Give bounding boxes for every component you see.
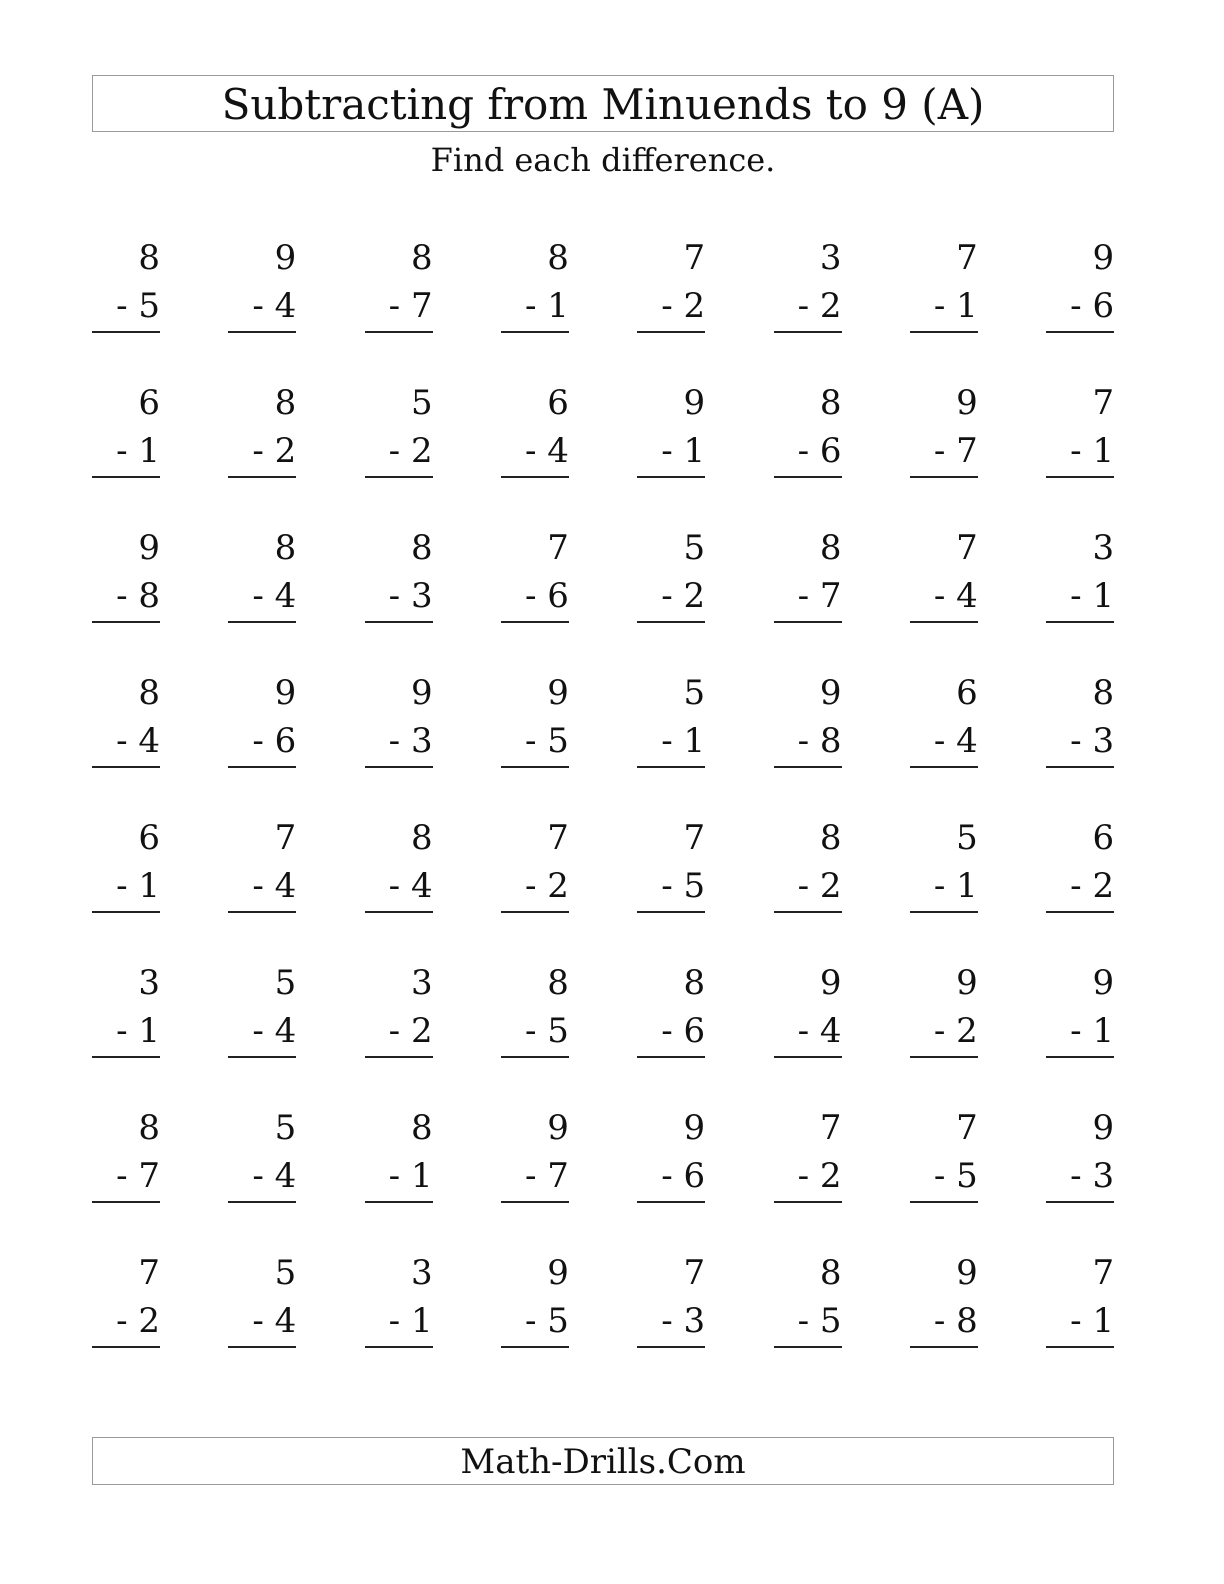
answer-line [910,1346,978,1348]
answer-line [910,1056,978,1058]
minuend: 9 [956,963,978,1003]
answer-line [365,331,433,333]
subtrahend: - 4 [933,721,978,761]
problem [910,1108,978,1218]
problem [228,1253,296,1363]
subtrahend: - 3 [1070,721,1115,761]
subtrahend: - 4 [933,576,978,616]
answer-line [501,766,569,768]
answer-line [637,766,705,768]
minuend: 7 [547,818,569,858]
problem [365,1253,433,1363]
answer-line [774,331,842,333]
minuend: 7 [956,1108,978,1148]
minuend: 7 [1092,383,1115,423]
minuend: 9 [819,963,842,1003]
minuend: 8 [138,673,160,713]
answer-line [365,1201,433,1203]
problem [774,238,842,348]
minuend: 6 [547,383,569,423]
problem [774,818,842,928]
problem [910,1253,978,1363]
problem [637,528,705,638]
minuend: 7 [956,528,978,568]
answer-line [910,621,978,623]
subtrahend: - 5 [933,1156,978,1196]
minuend: 7 [683,818,706,858]
subtrahend: - 1 [524,286,569,326]
problem-grid [92,0,1114,1400]
problem [637,383,705,493]
problem [501,528,569,638]
subtrahend: - 1 [1070,1011,1115,1051]
minuend: 6 [956,673,978,713]
subtrahend: - 4 [116,721,160,761]
subtrahend: - 4 [252,286,297,326]
problem [774,1253,842,1363]
problem [910,673,978,783]
minuend: 8 [1092,673,1115,713]
answer-line [92,1056,160,1058]
problem [637,1253,705,1363]
subtrahend: - 1 [661,721,706,761]
answer-line [92,1201,160,1203]
subtrahend: - 7 [116,1156,160,1196]
subtrahend: - 5 [524,1301,569,1341]
minuend: 8 [274,528,297,568]
problem [637,963,705,1073]
subtrahend: - 8 [933,1301,978,1341]
problem [1046,1108,1114,1218]
minuend: 8 [819,818,842,858]
problem [365,238,433,348]
answer-line [637,621,705,623]
problem [501,383,569,493]
minuend: 7 [956,238,978,278]
minuend: 5 [274,1253,297,1293]
problem [228,528,296,638]
problem [774,528,842,638]
instructions: Find each difference. [430,141,776,179]
subtrahend: - 5 [116,286,160,326]
answer-line [910,911,978,913]
subtrahend: - 7 [524,1156,569,1196]
answer-line [774,621,842,623]
problem [637,238,705,348]
minuend: 5 [956,818,978,858]
problem [1046,673,1114,783]
subtrahend: - 4 [252,1156,297,1196]
subtrahend: - 2 [933,1011,978,1051]
answer-line [228,766,296,768]
subtrahend: - 4 [252,866,297,906]
subtrahend: - 6 [524,576,569,616]
answer-line [501,476,569,478]
answer-line [1046,331,1114,333]
answer-line [92,1346,160,1348]
subtrahend: - 3 [388,576,433,616]
problem [774,383,842,493]
subtrahend: - 1 [116,431,160,471]
minuend: 9 [547,1253,569,1293]
footer-text: Math-Drills.Com [460,1442,746,1482]
answer-line [228,1201,296,1203]
subtrahend: - 4 [524,431,569,471]
minuend: 8 [547,238,569,278]
page-title: Subtracting from Minuends to 9 (A) [221,80,985,129]
minuend: 6 [138,818,160,858]
minuend: 7 [138,1253,160,1293]
answer-line [365,621,433,623]
answer-line [774,911,842,913]
problem [228,1108,296,1218]
minuend: 5 [683,528,706,568]
problem [92,528,160,638]
problem [228,818,296,928]
minuend: 8 [410,528,433,568]
minuend: 8 [683,963,706,1003]
problem [92,238,160,348]
minuend: 8 [410,1108,433,1148]
minuend: 8 [274,383,297,423]
problem [774,673,842,783]
subtrahend: - 2 [524,866,569,906]
problem [1046,238,1114,348]
problem [365,528,433,638]
subtrahend: - 6 [661,1156,706,1196]
answer-line [774,1056,842,1058]
minuend: 5 [274,1108,297,1148]
subtrahend: - 5 [661,866,706,906]
problem [228,963,296,1073]
problem [365,383,433,493]
answer-line [774,476,842,478]
minuend: 3 [819,238,842,278]
minuend: 9 [683,383,706,423]
answer-line [365,911,433,913]
answer-line [365,476,433,478]
problem [774,1108,842,1218]
problem [774,963,842,1073]
subtrahend: - 2 [661,576,706,616]
subtrahend: - 7 [797,576,842,616]
problem [501,963,569,1073]
problem [1046,1253,1114,1363]
answer-line [637,1346,705,1348]
problem [1046,818,1114,928]
answer-line [637,476,705,478]
subtrahend: - 4 [388,866,433,906]
problem [501,818,569,928]
minuend: 8 [819,528,842,568]
subtrahend: - 1 [661,431,706,471]
answer-line [228,1056,296,1058]
problem [92,963,160,1073]
minuend: 9 [819,673,842,713]
subtrahend: - 7 [388,286,433,326]
subtrahend: - 1 [388,1156,433,1196]
subtrahend: - 3 [1070,1156,1115,1196]
subtrahend: - 2 [797,1156,842,1196]
problem [92,1253,160,1363]
problem [92,818,160,928]
footer-box [92,1437,1114,1485]
problem [1046,528,1114,638]
answer-line [637,911,705,913]
answer-line [501,911,569,913]
answer-line [1046,1201,1114,1203]
subtrahend: - 4 [797,1011,842,1051]
answer-line [228,911,296,913]
minuend: 7 [683,238,706,278]
problem [365,1108,433,1218]
problem [501,238,569,348]
problem [1046,963,1114,1073]
answer-line [92,476,160,478]
minuend: 9 [138,528,160,568]
minuend: 9 [1092,238,1115,278]
minuend: 3 [138,963,160,1003]
subtrahend: - 2 [116,1301,160,1341]
subtrahend: - 1 [1070,431,1115,471]
subtrahend: - 3 [388,721,433,761]
minuend: 6 [1092,818,1115,858]
problem [228,238,296,348]
answer-line [637,331,705,333]
subtrahend: - 1 [116,1011,160,1051]
answer-line [1046,1056,1114,1058]
minuend: 5 [274,963,297,1003]
subtrahend: - 2 [661,286,706,326]
minuend: 6 [138,383,160,423]
minuend: 9 [410,673,433,713]
answer-line [92,766,160,768]
minuend: 9 [274,238,297,278]
subtrahend: - 5 [524,1011,569,1051]
problem [501,673,569,783]
minuend: 8 [138,1108,160,1148]
subtrahend: - 6 [797,431,842,471]
subtrahend: - 2 [797,866,842,906]
minuend: 9 [274,673,297,713]
subtrahend: - 8 [797,721,842,761]
problem [910,818,978,928]
subtrahend: - 6 [1070,286,1115,326]
answer-line [501,1346,569,1348]
minuend: 8 [547,963,569,1003]
problem [92,673,160,783]
subtrahend: - 4 [252,1011,297,1051]
minuend: 8 [138,238,160,278]
subtrahend: - 1 [388,1301,433,1341]
problem [637,1108,705,1218]
problem [501,1108,569,1218]
answer-line [228,1346,296,1348]
minuend: 7 [683,1253,706,1293]
minuend: 7 [1092,1253,1115,1293]
minuend: 8 [410,238,433,278]
answer-line [774,1201,842,1203]
answer-line [910,766,978,768]
answer-line [774,1346,842,1348]
problem [228,673,296,783]
problem [910,528,978,638]
answer-line [1046,766,1114,768]
answer-line [228,331,296,333]
answer-line [1046,476,1114,478]
subtrahend: - 1 [933,866,978,906]
subtrahend: - 3 [661,1301,706,1341]
answer-line [910,476,978,478]
problem [92,1108,160,1218]
problem [501,1253,569,1363]
minuend: 3 [410,963,433,1003]
minuend: 9 [956,383,978,423]
subtrahend: - 5 [797,1301,842,1341]
problem [637,818,705,928]
answer-line [501,621,569,623]
problem [637,673,705,783]
subtrahend: - 2 [388,1011,433,1051]
subtrahend: - 4 [252,576,297,616]
problem [910,383,978,493]
minuend: 8 [819,383,842,423]
minuend: 9 [547,673,569,713]
answer-line [637,1056,705,1058]
answer-line [1046,1346,1114,1348]
answer-line [501,1201,569,1203]
subtrahend: - 1 [116,866,160,906]
minuend: 7 [547,528,569,568]
answer-line [1046,621,1114,623]
minuend: 7 [819,1108,842,1148]
answer-line [92,911,160,913]
problem [910,963,978,1073]
answer-line [228,476,296,478]
problem [910,238,978,348]
minuend: 9 [1092,1108,1115,1148]
problem [1046,383,1114,493]
subtrahend: - 2 [252,431,297,471]
minuend: 3 [1092,528,1115,568]
answer-line [501,1056,569,1058]
minuend: 5 [683,673,706,713]
answer-line [228,621,296,623]
problem [365,818,433,928]
subtrahend: - 1 [933,286,978,326]
subtrahend: - 5 [524,721,569,761]
subtrahend: - 4 [252,1301,297,1341]
minuend: 9 [1092,963,1115,1003]
subtrahend: - 6 [661,1011,706,1051]
minuend: 9 [683,1108,706,1148]
answer-line [365,1056,433,1058]
answer-line [92,621,160,623]
minuend: 8 [819,1253,842,1293]
problem [228,383,296,493]
answer-line [910,331,978,333]
problem [92,383,160,493]
minuend: 9 [956,1253,978,1293]
answer-line [1046,911,1114,913]
minuend: 9 [547,1108,569,1148]
subtrahend: - 6 [252,721,297,761]
answer-line [365,766,433,768]
problem [365,963,433,1073]
subtrahend: - 1 [1070,576,1115,616]
minuend: 5 [410,383,433,423]
answer-line [501,331,569,333]
subtrahend: - 2 [1070,866,1115,906]
minuend: 3 [410,1253,433,1293]
subtrahend: - 1 [1070,1301,1115,1341]
minuend: 8 [410,818,433,858]
problem [365,673,433,783]
subtrahend: - 2 [388,431,433,471]
subtrahend: - 7 [933,431,978,471]
answer-line [910,1201,978,1203]
answer-line [637,1201,705,1203]
minuend: 7 [274,818,297,858]
answer-line [774,766,842,768]
subtrahend: - 8 [116,576,160,616]
subtrahend: - 2 [797,286,842,326]
answer-line [92,331,160,333]
answer-line [365,1346,433,1348]
